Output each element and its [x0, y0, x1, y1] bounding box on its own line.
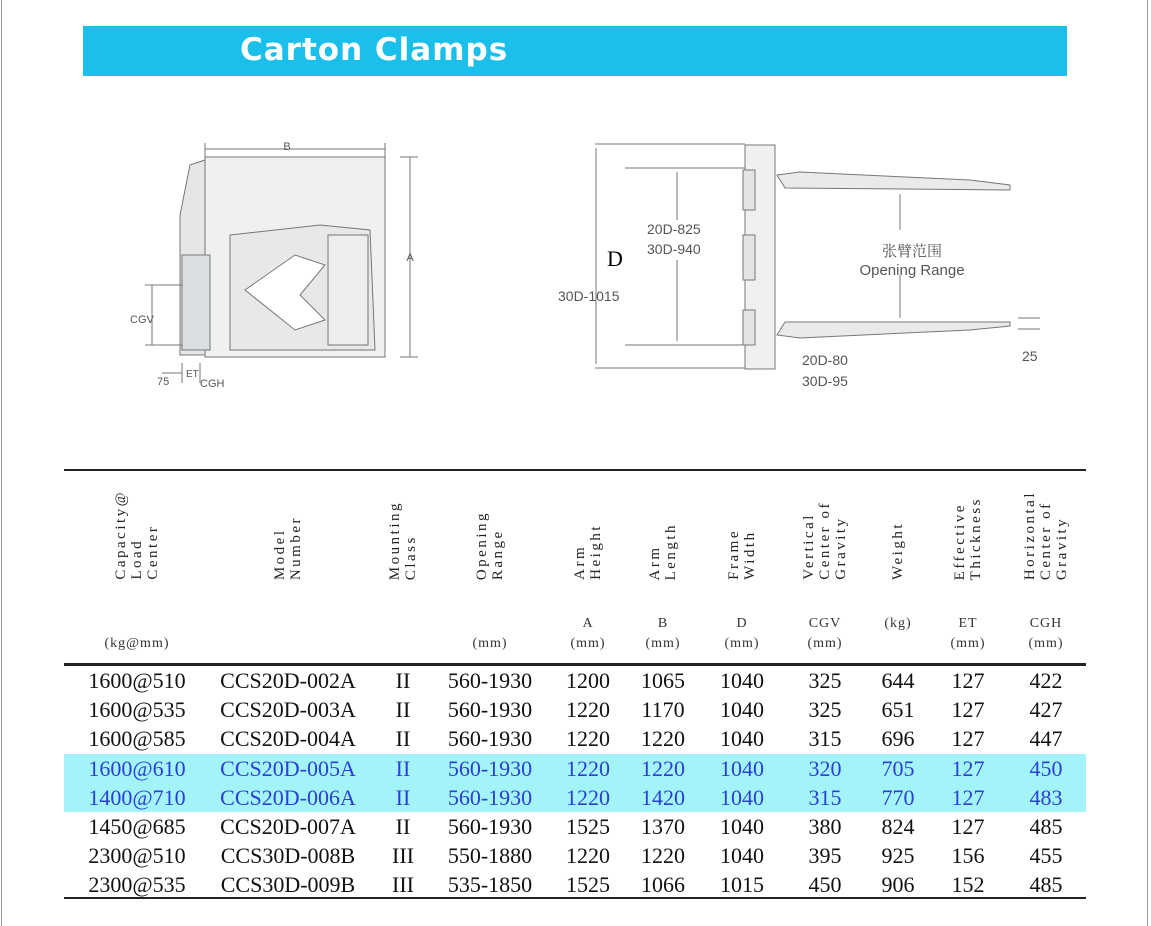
table-cell: 1600@535: [88, 697, 186, 723]
table-cell: 705: [881, 755, 915, 781]
table-cell: 1040: [720, 668, 764, 693]
table-cell: CCS20D-006A: [220, 784, 356, 810]
table-row: [64, 870, 1086, 899]
label-B: B: [283, 141, 291, 153]
table-cell: 1220: [641, 843, 685, 869]
table-cell: 320: [808, 755, 842, 781]
table-cell: 651: [881, 697, 915, 723]
table-cell: 550-1880: [447, 843, 533, 869]
table-cell: 925: [881, 843, 915, 869]
table-cell: 127: [951, 668, 985, 693]
label-25: 25: [1022, 348, 1038, 364]
table-cell: 156: [951, 843, 985, 869]
table-cell: 560-1930: [447, 668, 533, 693]
table-cell: 1170: [641, 697, 685, 723]
table-cell: 1370: [641, 814, 685, 839]
table-cell: 127: [951, 755, 985, 781]
column-unit: ET (mm): [950, 616, 986, 651]
table-cell: 644: [881, 668, 915, 693]
label-75: 75: [157, 376, 170, 388]
column-header: Arm Height: [572, 524, 604, 580]
table-cell: 325: [808, 668, 842, 693]
column-unit: (kg@mm): [104, 636, 170, 651]
table-cell: 1600@610: [88, 755, 186, 781]
table-cell: 1220: [641, 755, 685, 781]
label-30d-940: 30D-940: [647, 241, 701, 257]
table-cell: 824: [881, 814, 915, 839]
table-cell: 1040: [720, 784, 764, 810]
table-cell: 2300@510: [88, 843, 186, 869]
table-cell: 1220: [641, 726, 685, 752]
table-row: [64, 812, 1086, 841]
table-row: [64, 783, 1086, 812]
column-header: Vertical Center of Gravity: [801, 501, 849, 580]
table-cell: 1200: [566, 668, 610, 693]
table-cell: 560-1930: [447, 726, 533, 752]
table-cell: 1600@585: [88, 726, 186, 752]
table-cell: 450: [1029, 755, 1063, 781]
column-unit: A (mm): [570, 616, 606, 651]
table-row: [64, 724, 1086, 753]
table-cell: 315: [808, 726, 842, 752]
table-cell: II: [395, 784, 411, 810]
top-view-diagram: [540, 130, 1060, 400]
column-unit: (kg): [884, 616, 912, 631]
table-cell: II: [395, 755, 411, 781]
table-cell: 450: [808, 872, 842, 898]
table-cell: CCS20D-007A: [220, 814, 356, 839]
column-header: Horizontal Center of Gravity: [1022, 490, 1070, 580]
table-cell: 1220: [566, 755, 610, 781]
table-cell: 325: [808, 697, 842, 723]
title-banner: [83, 26, 1067, 76]
table-cell: 152: [951, 872, 985, 898]
column-unit: B (mm): [645, 616, 681, 651]
table-cell: 380: [808, 814, 842, 839]
table-cell: 127: [951, 814, 985, 839]
table-cell: CCS20D-005A: [220, 755, 356, 781]
table-cell: III: [392, 843, 414, 869]
label-opening-range: Opening Range: [859, 262, 965, 279]
table-cell: 1525: [566, 872, 610, 898]
table-row: [64, 841, 1086, 870]
table-cell: 1040: [720, 726, 764, 752]
table-cell: 1040: [720, 814, 764, 839]
table-cell: 127: [951, 726, 985, 752]
table-cell: 127: [951, 784, 985, 810]
table-cell: 1040: [720, 755, 764, 781]
table-cell: 422: [1029, 668, 1063, 693]
column-header: Mounting Class: [387, 500, 419, 580]
side-view-diagram: [120, 135, 430, 395]
table-row: [64, 695, 1086, 724]
column-header: Frame Width: [726, 529, 758, 580]
table-cell: 1040: [720, 843, 764, 869]
table-cell: III: [392, 872, 414, 898]
table-cell: 1040: [720, 697, 764, 723]
table-cell: 1600@510: [88, 668, 186, 693]
table-cell: 447: [1029, 726, 1063, 752]
table-cell: 395: [808, 843, 842, 869]
table-cell: 1400@710: [88, 784, 186, 810]
column-unit: CGH (mm): [1028, 616, 1064, 651]
table-cell: 1220: [566, 843, 610, 869]
table-cell: 696: [881, 726, 915, 752]
table-cell: CCS30D-008B: [220, 843, 356, 869]
table-cell: 127: [951, 697, 985, 723]
table-row: [64, 666, 1086, 695]
label-D: D: [607, 246, 623, 271]
table-cell: 906: [881, 872, 915, 898]
table-cell: II: [395, 668, 411, 693]
table-cell: 1065: [641, 668, 685, 693]
table-cell: 1525: [566, 814, 610, 839]
table-cell: 1015: [720, 872, 764, 898]
table-cell: 770: [881, 784, 915, 810]
table-bottom-rule: [64, 897, 1086, 899]
table-cell: 455: [1029, 843, 1063, 869]
table-cell: 1220: [566, 726, 610, 752]
table-cell: 1066: [641, 872, 685, 898]
column-header: Effective Thickness: [952, 496, 984, 580]
label-A: A: [406, 252, 414, 264]
table-cell: II: [395, 697, 411, 723]
table-top-rule: [64, 469, 1086, 471]
table-cell: 560-1930: [447, 755, 533, 781]
label-ET: ET: [186, 369, 199, 380]
table-cell: 2300@535: [88, 872, 186, 898]
label-20d-825: 20D-825: [647, 221, 701, 237]
table-cell: CCS20D-003A: [220, 697, 356, 723]
table-cell: II: [395, 814, 411, 839]
table-row: [64, 754, 1086, 783]
label-CGV: CGV: [130, 314, 154, 326]
table-cell: 1450@685: [88, 814, 186, 839]
table-cell: 483: [1029, 784, 1063, 810]
label-30d-95: 30D-95: [802, 373, 848, 389]
table-cell: CCS20D-004A: [220, 726, 356, 752]
table-cell: 1220: [566, 784, 610, 810]
table-cell: 560-1930: [447, 814, 533, 839]
table-cell: 315: [808, 784, 842, 810]
page-title: Carton Clamps: [240, 32, 509, 68]
table-cell: 427: [1029, 697, 1063, 723]
table-cell: CCS30D-009B: [220, 872, 356, 898]
column-header: Model Number: [272, 515, 304, 580]
table-cell: 1420: [641, 784, 685, 810]
table-cell: II: [395, 726, 411, 752]
column-unit: CGV (mm): [807, 616, 843, 651]
table-cell: 485: [1029, 814, 1063, 839]
table-cell: 485: [1029, 872, 1063, 898]
label-20d-80: 20D-80: [802, 352, 848, 368]
column-header: Opening Range: [474, 510, 506, 580]
table-cell: 1220: [566, 697, 610, 723]
table-cell: 535-1850: [447, 872, 533, 898]
column-header: Capacity@ Load Center: [113, 490, 161, 580]
column-unit: (mm): [472, 636, 508, 651]
column-header: Arm Length: [647, 522, 679, 580]
column-header: Weight: [890, 522, 906, 580]
table-cell: CCS20D-002A: [220, 668, 356, 693]
label-30d-1015: 30D-1015: [558, 288, 620, 304]
column-unit: D (mm): [724, 616, 760, 651]
label-CGH: CGH: [200, 378, 225, 390]
table-cell: 560-1930: [447, 697, 533, 723]
label-range-cn: 张臂范围: [881, 243, 943, 260]
table-cell: 560-1930: [447, 784, 533, 810]
